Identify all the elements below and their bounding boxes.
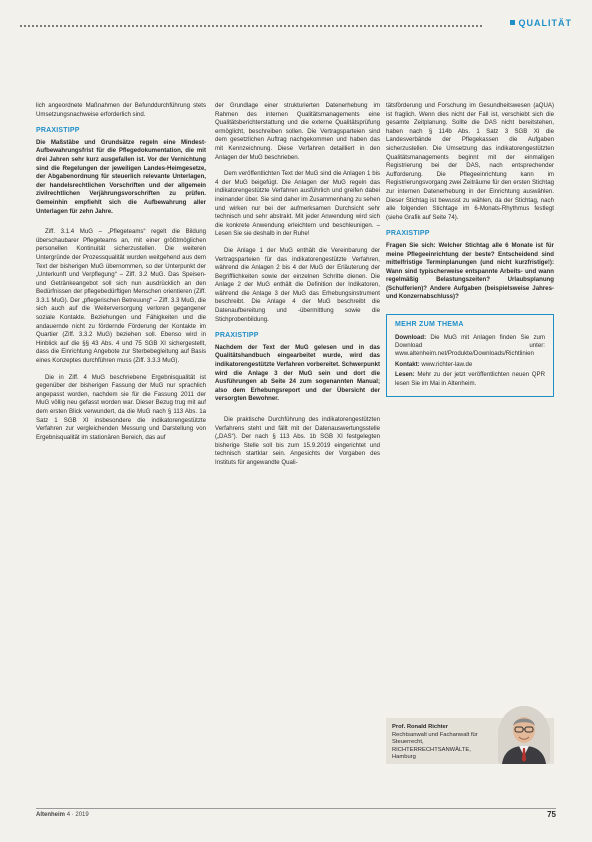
box-contact xyxy=(395,361,545,369)
author-box xyxy=(386,718,554,764)
box-download-label: Download: xyxy=(395,333,427,341)
box-download xyxy=(395,334,545,359)
author-description: Rechtsanwalt und Fachanwalt für Steuerrecht, RICHTERRECHTSANWÄLTE, Hamburg xyxy=(392,731,478,761)
column-1 xyxy=(36,102,206,450)
box-download-text[interactable]: Die MuG mit Anlagen finden Sie zum Download unter: www.altenheim.net/Produkte/Downloads/Richtlinien xyxy=(395,333,545,358)
col2-paragraph-2: Dem veröffentlichten Text der MuG sind die Anlagen 1 bis 4 der MuG beigefügt. Die Anlagen der MuG regeln das indikatorengestützte Verfahren ausführlich und greifen dabei ineinander über. Sie sind daher im Zusammenhang zu sehen und wirken nur bei der aufmerksamen Durchsicht sehr technisch und sehr abstrakt. Mit jeder Anwendung wird sich die konkrete Anwendung erleichtern und beschleunigen. – Lesen Sie sie deshalb in der Ruhe! xyxy=(215,170,380,238)
praxistipp-heading-3: PRAXISTIPP xyxy=(386,230,430,238)
box-contact-label: Kontakt: xyxy=(395,360,420,368)
column-2 xyxy=(215,102,380,476)
col2-paragraph-1: der Grundlage einer strukturierten Datenerhebung im Rahmen des internen Qualitätsmanagements eine Qualitätsberichterstattung und die externe Qualitätsprüfung ermöglicht, beschreiben sollen. Die Vertragsparteien sind dem gesetzlichen Auftrag nachgekommen und haben das mit Kennzeichnung. Diese Verfahren detailliert in den Anlagen der MuG beschrieben. xyxy=(215,102,380,161)
page-header xyxy=(20,18,572,32)
col1-paragraph-3: Die in Ziff. 4 MuG beschriebene Ergebnisqualität ist gegenüber der bisherigen Fassung der MuG nur sprachlich angepasst worden, nachdem sie für die Fassung 2011 der MuG völlig neu gefasst worden war. Dieser Bezug trug mit auf dem ersten Blick verwundert, da die MuG nach § 113 Abs. 1a Satz 1 SGB XI insbesondere die indikatorengestützte Verfahren zur vergleichenden Messung und Darstellung von Ergebnisqualität im stationären Bereich, das auf xyxy=(36,373,206,441)
author-portrait-icon xyxy=(498,706,550,764)
footer-issue: 4 · 2019 xyxy=(66,812,89,818)
praxistipp-text-1: Die Maßstäbe und Grundsätze regeln eine Mindest-Aufbewahrungsfrist für die Pflegedokumentation, die mit drei Jahren sehr kurz ausgefallen ist. Vor der Vernichtung sind die Regelungen der jeweiligen Landes-Heimgesetze, der Abgabenordnung für steuerlich relevante Unterlagen, der handelsrechtlichen Vorschriften und der allgemein zivilrechtlichen Verjährungsvorschriften zu prüfen. Gemeinhin empfiehlt sich die Aufbewahrung aller Unterlagen für zehn Jahre. xyxy=(36,138,206,215)
praxistipp-text-3: Fragen Sie sich: Welcher Stichtag alle 6 Monate ist für meine Pflegeeinrichtung der beste? Entscheidend sind mittelfristige Terminplanungen (und nicht kurzfristige!): Wann sind typischerweise entspannte Arbeits- und wann regelmäßig Belastungszeiten? Urlaubsplanung (Schulferien)? Andere Aufgaben (beispielsweise Jahres- und Konzernabschluss)? xyxy=(386,241,554,301)
section-title: QUALITÄT xyxy=(510,18,573,28)
column-3 xyxy=(386,102,554,397)
col1-paragraph-1: lich angeordnete Maßnahmen der Befunddurchführung stets Umsetzungsnachweise erforderlich sind. xyxy=(36,102,206,118)
footer-publication xyxy=(36,812,89,818)
box-contact-link[interactable]: www.richter-law.de xyxy=(421,360,473,368)
footer-magazine: Altenheim xyxy=(36,812,66,818)
col1-paragraph-2: Ziff. 3.1.4 MuG – „Pflegeteams“ regelt die Bildung überschaubarer Pflegeteams an, mit einer größtmöglichen personellen Kontinuität sicherzustellen. Die weiteren Untergründe der Prozessqualität wurden weitgehend aus dem Text der bisherigen MuG übernommen, so der Unterpunkt der „Unterkunft und Verpflegung“ – Ziff. 3.2 MuG. Das Speisen- und Getränkeangebot soll sich nun ausdrücklich an den Bedürfnissen der pflegebedürftigen Menschen orientieren (Ziff. 3.3.1 MuG). Der „pflegerischen Betreuung“ – Ziff. 3.3 MuG, die sich auch auf die Weiterversorgung verloren gegangener soziale Kontakte. Beziehungen und Fähigkeiten und die andauernde nicht zu fördernde Förderung der Kontakte im Quartier (Ziff. 3.3.2 MuG) beziehen soll. Ebenso wird in Hinblick auf die §§ 43 Abs. 4 und 75 SGB XI sichergestellt, dass die Einrichtung Angebote zur Sterbebegleitung auf Basis eines Konzeptes durchführen muss (Ziff. 3.3.3 MuG). xyxy=(36,228,206,365)
praxistipp-heading-1: PRAXISTIPP xyxy=(36,127,80,135)
page-number: 75 xyxy=(547,810,556,819)
header-dotted-rule xyxy=(20,25,482,27)
col3-paragraph-1: tätsförderung und Forschung im Gesundheitswesen (aQUA) ist fraglich. Wenn dies nicht der Fall ist, verschiebt sich die gesamte Zeitplanung. Sollte die DAS nicht bereitstehen, haben nach § 114b Abs. 1 Satz 3 SGB XI die Landesverbände der Pflegekassen die Aufgaben sicherzustellen. Die Umsetzung das indikatorengestützten Qualitätsmanagements beginnt mit der einmaligen Registrierung bei der DAS, nach entsprechender Aufforderung. Die Pflegeeinrichtung kann im Registrierungsvorgang zwei Zeiträume für den ersten Stichtag zur internen Datenerhebung in der Einrichtung auswählen. Dieser Stichtag ist bewusst zu wählen, da der Stichtag, nach alle folgenden Stichtage im 6-Monats-Rhythmus festlegt (siehe Grafik auf Seite 74). xyxy=(386,102,554,221)
author-photo xyxy=(498,706,550,764)
author-name: Prof. Ronald Richter xyxy=(392,724,449,730)
box-lesen-text: Mehr zu der jetzt veröffentlichten neuen QPR lesen Sie im Mai in Altenheim. xyxy=(395,371,545,387)
author-text xyxy=(392,724,492,762)
col2-paragraph-3: Die Anlage 1 der MuG enthält die Vereinbarung der Vertragsparteien für das indikatorengestützte Verfahren, während die Anlagen 2 bis 4 der MuG der Erläuterung der Begrifflichkeiten sowie der einzelnen Schritte dienen. Die Anlage 2 der MuG enthält die Definition der Indikatoren, während die Anlage 3 der MuG das Erhebungsinstrument beschreibt. Die Anlage 4 der MuG beschreibt die Datenaufbereitung und -übermittlung sowie die Stichprobenbildung. xyxy=(215,246,380,323)
box-heading: MEHR ZUM THEMA xyxy=(395,321,464,329)
praxistipp-heading-2: PRAXISTIPP xyxy=(215,332,259,340)
mehr-zum-thema-box xyxy=(386,314,554,397)
col2-paragraph-4: Die praktische Durchführung des indikatorengestützten Verfahrens steht und fällt mit der Datenauswertungsstelle („DAS“). Der nach § 113 Abs. 1b SGB XI festgelegten bisherige Stelle soll bis zum 15.9.2019 eingerichtet und technisch startklar sein. Angesichts der Vorgaben des Instituts für angewandte Quali- xyxy=(215,416,380,466)
box-lesen xyxy=(395,371,545,388)
praxistipp-text-2: Nachdem der Text der MuG gelesen und in das Qualitätshandbuch eingearbeitet wurde, wird das indikatorengestützte Verfahren vorbereitet. Schwerpunkt wird die Anlage 3 der MuG sein und dort die Ausführungen ab Seite 24 zum sogenannten Manual; also dem Erhebungsreport und der Übersicht der versorgten Bewohner. xyxy=(215,343,380,403)
box-lesen-label: Lesen: xyxy=(395,371,415,379)
page-footer xyxy=(36,808,556,821)
